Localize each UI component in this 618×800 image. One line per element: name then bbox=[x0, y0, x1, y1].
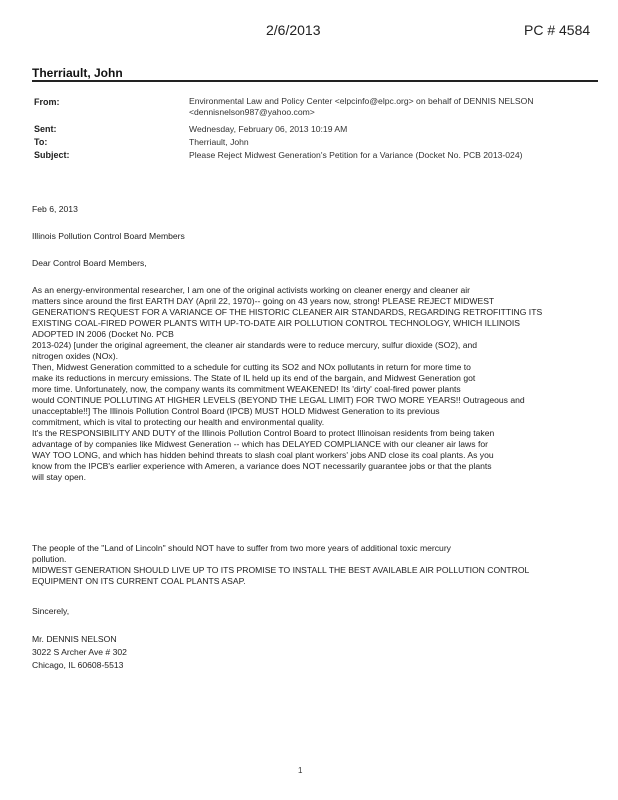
letter-salutation: Dear Control Board Members, bbox=[32, 258, 147, 268]
letter-paragraph-1 bbox=[32, 285, 598, 483]
paragraph-line: It's the RESPONSIBILITY AND DUTY of the Illinois Pollution Control Board to protect Illinoisan residents from being taken bbox=[32, 428, 495, 438]
paragraph-line: make its reductions in mercury emissions. The State of IL held up its end of the bargain, and Midwest Generation got bbox=[32, 373, 476, 383]
paragraph-line: matters since around the first EARTH DAY (April 22, 1970)-- going on 43 years now, strong! PLEASE REJECT MIDWEST bbox=[32, 296, 495, 306]
paragraph-line: unacceptable!!] The Illinois Pollution Control Board (IPCB) MUST HOLD Midwest Generation to its previous bbox=[32, 406, 440, 416]
paragraph-line: EQUIPMENT ON ITS CURRENT COAL PLANTS ASAP. bbox=[32, 576, 246, 586]
paragraph-line: pollution. bbox=[32, 554, 67, 564]
paragraph-line: 2013-024) [under the original agreement, the cleaner air standards were to reduce mercury, sulfur dioxide (SO2), and bbox=[32, 340, 478, 350]
paragraph-line: commitment, which is vital to protecting our health and environmental quality. bbox=[32, 417, 325, 427]
signature-name: Mr. DENNIS NELSON bbox=[32, 634, 117, 644]
letter-paragraph-2 bbox=[32, 543, 598, 587]
sent-label: Sent: bbox=[34, 124, 57, 134]
paragraph-line: As an energy-environmental researcher, I am one of the original activists working on cleaner energy and cleaner air bbox=[32, 285, 471, 295]
paragraph-line: would CONTINUE POLLUTING AT HIGHER LEVELS (BEYOND THE LEGAL LIMIT) FOR TWO MORE YEARS!! Outrageous and bbox=[32, 395, 525, 405]
to-label: To: bbox=[34, 137, 48, 147]
paragraph-line: more time. Unfortunately, now, the company wants its commitment WEAKENED! Its 'dirty' coal-fired power plants bbox=[32, 384, 461, 394]
paragraph-line: will stay open. bbox=[32, 472, 86, 482]
paragraph-line: advantage of by companies like Midwest Generation -- which has DELAYED COMPLIANCE with our cleaner air laws for bbox=[32, 439, 488, 449]
to-value: Therriault, John bbox=[189, 137, 249, 147]
subject-value: Please Reject Midwest Generation's Petition for a Variance (Docket No. PCB 2013-024) bbox=[189, 150, 523, 160]
paragraph-line: The people of the "Land of Lincoln" should NOT have to suffer from two more years of additional toxic mercury bbox=[32, 543, 451, 553]
address-line-2: Chicago, IL 60608-5513 bbox=[32, 660, 124, 670]
subject-label: Subject: bbox=[34, 150, 70, 160]
stamp-date: 2/6/2013 bbox=[266, 22, 321, 38]
stamp-pc-number: PC # 4584 bbox=[524, 22, 591, 38]
paragraph-line: ADOPTED IN 2006 (Docket No. PCB bbox=[32, 329, 174, 339]
letter-closing: Sincerely, bbox=[32, 606, 70, 616]
letter-date: Feb 6, 2013 bbox=[32, 204, 78, 214]
paragraph-line: EXISTING COAL-FIRED POWER PLANTS WITH UP-TO-DATE AIR POLLUTION CONTROL TECHNOLOGY, WHICH ILLINOIS bbox=[32, 318, 520, 328]
from-value: Environmental Law and Policy Center <elpcinfo@elpc.org> on behalf of DENNIS NELSON <dennisnelson987@yahoo.com> bbox=[189, 96, 534, 117]
paragraph-line: WAY TOO LONG, and which has hidden behind threats to slash coal plant workers' jobs AND close its coal plants. As you bbox=[32, 450, 494, 460]
address-line-1: 3022 S Archer Ave # 302 bbox=[32, 647, 127, 657]
paragraph-line: MIDWEST GENERATION SHOULD LIVE UP TO ITS PROMISE TO INSTALL THE BEST AVAILABLE AIR POLLUTION CONTROL bbox=[32, 565, 530, 575]
paragraph-line: GENERATION'S REQUEST FOR A VARIANCE OF THE HISTORIC CLEANER AIR STANDARDS, REGARDING RETROFITTING ITS bbox=[32, 307, 543, 317]
sent-value: Wednesday, February 06, 2013 10:19 AM bbox=[189, 124, 348, 134]
header-divider bbox=[32, 80, 598, 82]
paragraph-line: Then, Midwest Generation committed to a schedule for cutting its SO2 and NOx pollutants in return for more time to bbox=[32, 362, 471, 372]
page-number: 1 bbox=[298, 766, 303, 775]
letter-recipient: Illinois Pollution Control Board Members bbox=[32, 231, 185, 241]
from-label: From: bbox=[34, 97, 60, 107]
paragraph-line: nitrogen oxides (NOx). bbox=[32, 351, 118, 361]
paragraph-line: know from the IPCB's earlier experience with Ameren, a variance does NOT necessarily guarantee jobs or that the plants bbox=[32, 461, 492, 471]
recipient-name-heading: Therriault, John bbox=[32, 66, 123, 80]
